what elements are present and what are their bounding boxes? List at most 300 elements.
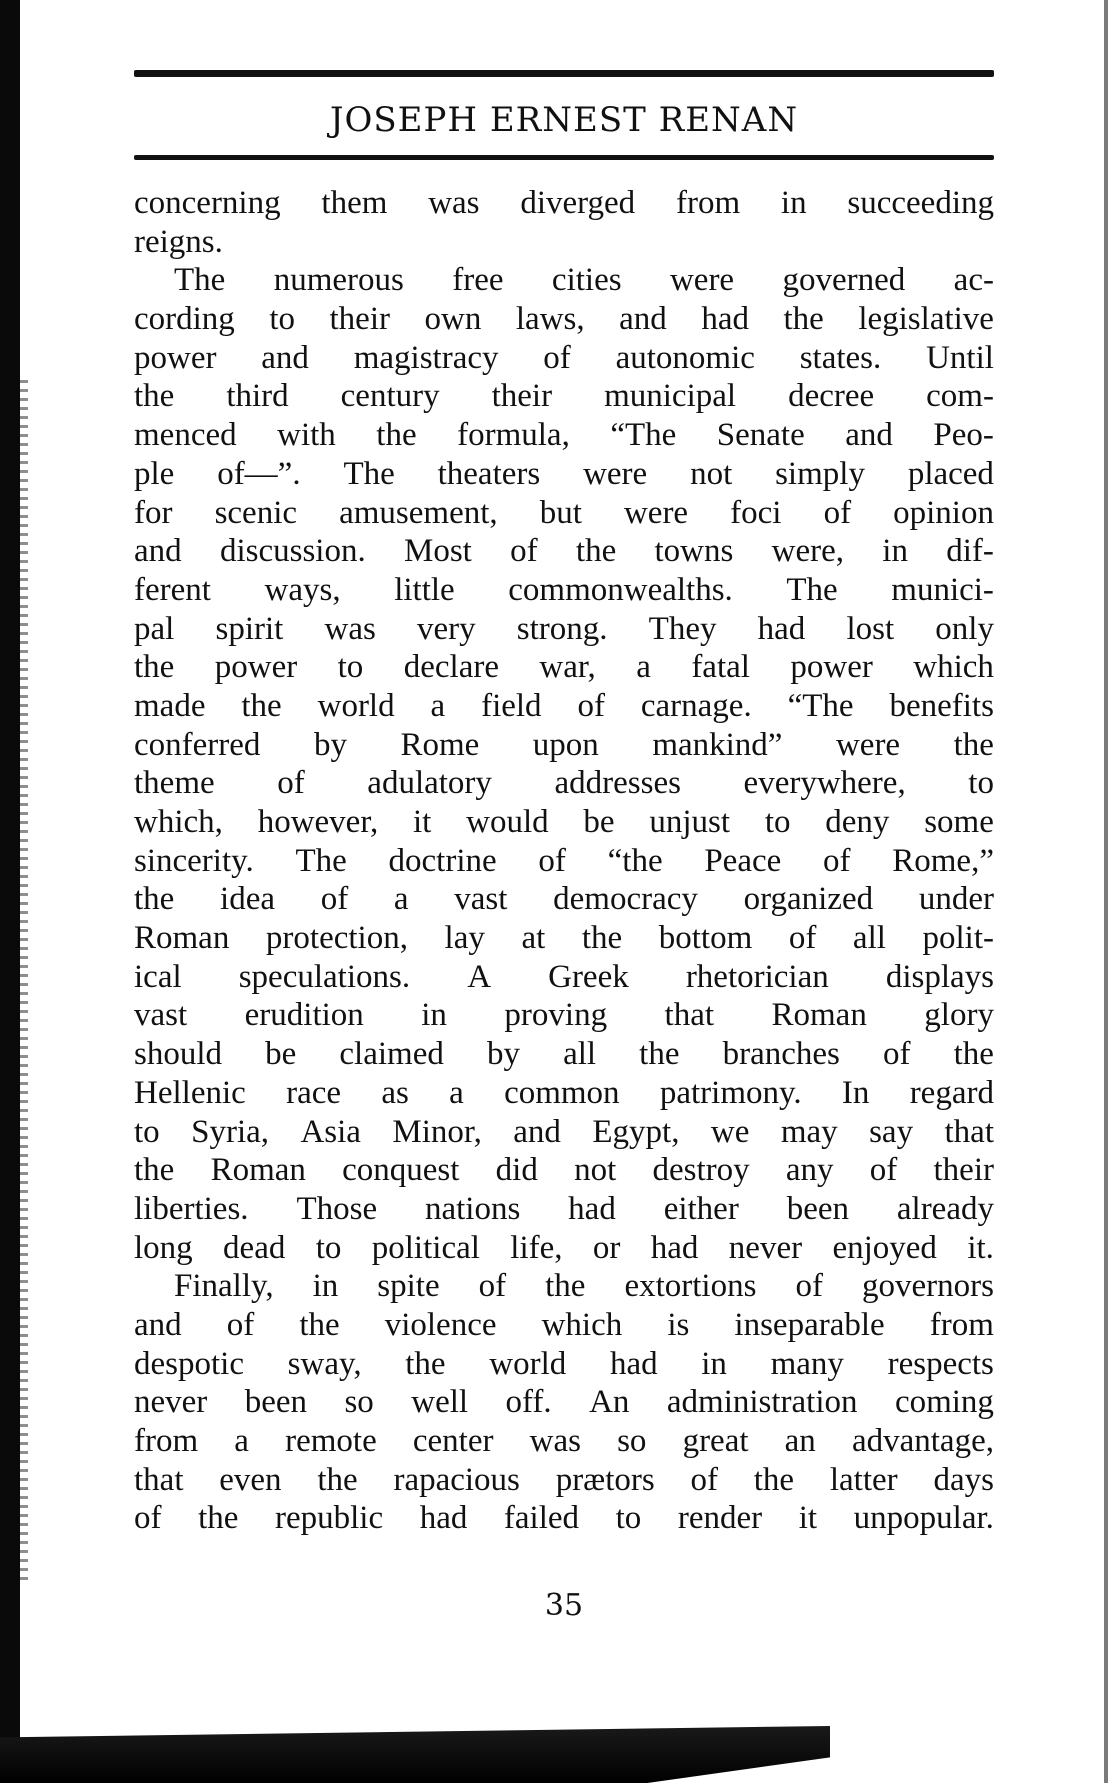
word: not xyxy=(574,1152,617,1189)
word: their xyxy=(933,1152,994,1189)
word: numerous xyxy=(273,262,404,299)
word: render xyxy=(677,1500,763,1537)
word: The xyxy=(343,455,395,492)
word: the xyxy=(753,1461,795,1498)
word: of xyxy=(543,339,571,376)
word: Until xyxy=(926,339,994,376)
word: war, xyxy=(539,649,596,686)
word: which xyxy=(541,1306,623,1343)
word: spirit xyxy=(215,610,284,647)
word: common xyxy=(504,1074,620,1111)
text-line xyxy=(134,687,994,726)
word: pal xyxy=(134,610,175,647)
text-line xyxy=(134,416,994,455)
word: world xyxy=(317,687,395,724)
text-line xyxy=(134,377,994,416)
word: cities xyxy=(551,262,622,299)
word: all xyxy=(563,1036,597,1073)
word: an xyxy=(784,1423,816,1459)
word: had xyxy=(609,1345,658,1382)
page-bottom-shadow xyxy=(0,1726,830,1783)
word: so xyxy=(617,1423,647,1459)
word: little xyxy=(394,571,455,608)
word: Roman xyxy=(771,997,867,1034)
word: munici- xyxy=(891,571,994,608)
word: were xyxy=(669,262,735,299)
word: simply xyxy=(775,455,865,492)
word: from xyxy=(675,185,741,221)
word: towns xyxy=(654,533,734,570)
word: A xyxy=(467,958,492,995)
word: Roman xyxy=(210,1152,306,1189)
word: were xyxy=(583,455,648,492)
word: of xyxy=(823,842,851,879)
word: which xyxy=(913,649,994,686)
word: a xyxy=(449,1074,464,1111)
word: their xyxy=(329,301,390,338)
word: prætors xyxy=(555,1461,655,1498)
word: of xyxy=(277,765,305,802)
word: of xyxy=(577,687,605,724)
word: to xyxy=(615,1500,642,1537)
word: should xyxy=(134,1036,223,1073)
word: of—”. xyxy=(217,455,301,492)
word: was xyxy=(428,185,480,221)
word: legislative xyxy=(858,301,994,338)
word: placed xyxy=(907,455,994,492)
word: center xyxy=(412,1423,494,1459)
word: in xyxy=(421,997,447,1034)
word: cording xyxy=(134,301,235,338)
word: destroy xyxy=(652,1152,750,1189)
word: and xyxy=(513,1113,561,1150)
word: off. xyxy=(505,1384,552,1421)
word: glory xyxy=(924,997,994,1034)
text-line xyxy=(134,764,994,803)
word: commonwealths. xyxy=(508,571,733,608)
word: of xyxy=(478,1268,507,1305)
word: rapacious xyxy=(393,1461,520,1498)
word: long xyxy=(134,1229,193,1266)
word: Greek xyxy=(548,958,629,995)
word: The xyxy=(295,842,347,879)
word: vast xyxy=(134,997,188,1034)
text-line xyxy=(134,919,994,958)
word: Roman xyxy=(134,920,230,957)
word: from xyxy=(929,1306,994,1343)
word: many xyxy=(770,1345,844,1382)
word: or xyxy=(592,1229,621,1266)
text-line xyxy=(134,1074,994,1113)
word: “The xyxy=(610,417,677,454)
word: as xyxy=(381,1074,409,1111)
word: declare xyxy=(403,649,499,686)
word: the xyxy=(241,687,282,724)
word: of xyxy=(823,494,852,531)
word: the xyxy=(134,1152,175,1189)
word: were xyxy=(623,494,689,531)
word: fatal xyxy=(691,649,750,686)
word: of xyxy=(869,1152,898,1189)
word: be xyxy=(265,1036,297,1073)
word: had xyxy=(568,1190,616,1227)
word: to xyxy=(269,301,295,338)
word: patrimony. xyxy=(659,1074,802,1111)
word: the xyxy=(405,1345,446,1382)
word: Peace xyxy=(704,842,782,879)
word: administration xyxy=(666,1384,858,1421)
word: ways, xyxy=(264,571,341,608)
text-line xyxy=(134,1229,994,1268)
word: benefits xyxy=(889,687,994,724)
word: Most xyxy=(403,533,472,570)
word: may xyxy=(780,1113,838,1150)
word: them xyxy=(321,185,388,221)
word: mankind” xyxy=(652,726,783,763)
word: the xyxy=(575,533,617,570)
word: dead xyxy=(223,1229,286,1266)
word: nations xyxy=(424,1190,521,1227)
running-head: JOSEPH ERNEST RENAN xyxy=(329,100,799,140)
word: under xyxy=(918,881,994,918)
word: Asia xyxy=(300,1113,361,1150)
word: extortions xyxy=(624,1268,757,1305)
text-line xyxy=(134,1422,994,1461)
word: unpopular. xyxy=(853,1500,994,1537)
word: carnage. xyxy=(640,687,752,724)
word: the xyxy=(317,1461,358,1498)
word: not xyxy=(690,455,733,492)
body-text xyxy=(134,184,994,1538)
word: republic xyxy=(274,1500,384,1537)
word: a xyxy=(430,687,446,724)
word: governed xyxy=(782,262,906,299)
text-line xyxy=(134,996,994,1035)
word: to xyxy=(764,804,791,840)
word: diverged xyxy=(520,185,636,221)
word: menced xyxy=(134,417,237,454)
word: ac- xyxy=(953,262,994,299)
text-line xyxy=(134,339,994,378)
word: decree xyxy=(788,378,875,415)
word: the xyxy=(783,301,824,338)
word: Rome,” xyxy=(892,842,994,879)
page-number: 35 xyxy=(544,1588,584,1624)
word: would xyxy=(466,804,549,840)
word: conferred xyxy=(134,726,261,763)
word: of xyxy=(882,1036,911,1073)
word: Hellenic xyxy=(134,1074,246,1111)
word: regard xyxy=(909,1074,994,1111)
word: the xyxy=(134,378,175,415)
word: municipal xyxy=(604,378,737,415)
word: a xyxy=(234,1423,249,1459)
word: to xyxy=(315,1229,342,1266)
text-line xyxy=(134,494,994,533)
word: in xyxy=(312,1268,339,1305)
word: very xyxy=(416,610,476,647)
text-line xyxy=(134,571,994,610)
word: of xyxy=(510,533,538,570)
word: either xyxy=(663,1190,739,1227)
word: however, xyxy=(257,804,379,840)
word: was xyxy=(529,1423,581,1459)
word: been xyxy=(244,1384,308,1421)
word: formula, xyxy=(457,417,570,454)
word: the xyxy=(198,1500,239,1537)
word: theaters xyxy=(437,455,541,492)
word: power xyxy=(214,649,298,686)
text-line xyxy=(134,1035,994,1074)
text-line xyxy=(134,648,994,687)
word: “The xyxy=(787,687,854,724)
word: power xyxy=(790,649,873,686)
word: the xyxy=(134,649,175,686)
word: They xyxy=(648,610,717,647)
word: made xyxy=(134,687,206,724)
word: that xyxy=(134,1461,184,1498)
word: power xyxy=(134,339,217,376)
word: scenic xyxy=(214,494,298,531)
word: race xyxy=(286,1074,342,1111)
word: Syria, xyxy=(191,1113,270,1150)
word: political xyxy=(371,1229,480,1266)
word: the xyxy=(639,1036,680,1073)
word: branches xyxy=(722,1036,840,1073)
word: of xyxy=(795,1268,823,1305)
word: and xyxy=(134,533,182,570)
word: Peo- xyxy=(933,417,994,454)
word: Egypt, xyxy=(592,1113,680,1150)
word: in xyxy=(701,1345,727,1382)
word: had xyxy=(701,301,749,338)
text-line xyxy=(134,223,994,262)
word: and xyxy=(845,417,893,454)
word: and xyxy=(134,1306,182,1343)
word: free xyxy=(452,262,504,299)
word: which, xyxy=(134,804,223,840)
text-line xyxy=(134,1383,994,1422)
word: never xyxy=(134,1384,208,1421)
word: to xyxy=(968,765,994,802)
word: of xyxy=(134,1500,162,1537)
word: speculations. xyxy=(238,958,411,995)
word: at xyxy=(521,920,546,957)
text-line xyxy=(134,880,994,919)
word: upon xyxy=(532,726,599,763)
word: in xyxy=(780,185,807,221)
word: by xyxy=(313,726,347,763)
word: the xyxy=(581,920,623,957)
text-line xyxy=(134,1499,994,1538)
word: The xyxy=(174,262,226,299)
word: all xyxy=(852,920,886,957)
word: is xyxy=(667,1306,690,1343)
word: field xyxy=(481,687,542,724)
word: enjoyed xyxy=(832,1229,937,1266)
header-bottom-rule xyxy=(134,155,994,160)
word: states. xyxy=(799,339,882,376)
word: lay xyxy=(444,920,485,957)
word: addresses xyxy=(554,765,681,802)
word: Rome xyxy=(400,726,480,763)
word: of xyxy=(690,1461,718,1498)
word: third xyxy=(226,378,289,415)
header-top-rule xyxy=(134,70,994,77)
word: inseparable xyxy=(734,1306,885,1343)
word: advantage, xyxy=(851,1423,994,1459)
word: organized xyxy=(743,881,874,918)
word: the xyxy=(134,881,175,918)
word: succeeding xyxy=(847,185,994,221)
text-line xyxy=(134,610,994,649)
word: com- xyxy=(926,378,994,415)
word: in xyxy=(882,533,908,570)
word: displays xyxy=(885,958,994,995)
word: Those xyxy=(296,1190,378,1227)
word: of xyxy=(538,842,566,879)
word: governors xyxy=(861,1268,994,1305)
word: protection, xyxy=(265,920,408,957)
word: only xyxy=(935,610,994,647)
word: even xyxy=(219,1461,282,1498)
text-line xyxy=(134,184,994,223)
word: of xyxy=(788,920,817,957)
word: idea xyxy=(220,881,275,918)
word: conquest xyxy=(342,1152,460,1189)
word: never xyxy=(728,1229,803,1266)
word: were xyxy=(835,726,901,763)
text-line xyxy=(134,1151,994,1190)
word: opinion xyxy=(893,494,994,531)
word: strong. xyxy=(516,610,608,647)
word: it xyxy=(413,804,432,840)
word: respects xyxy=(887,1345,994,1382)
word: so xyxy=(344,1384,374,1421)
text-line xyxy=(134,1345,994,1384)
text-line xyxy=(134,1267,994,1306)
word: The xyxy=(786,571,838,608)
word: ical xyxy=(134,958,182,995)
word: world xyxy=(489,1345,567,1382)
word: be xyxy=(583,804,615,840)
word: everywhere, xyxy=(743,765,906,802)
book-spine-shadow xyxy=(0,0,20,1783)
word: the xyxy=(376,417,417,454)
word: it xyxy=(798,1500,818,1537)
word: to xyxy=(134,1113,160,1150)
word: ferent xyxy=(134,571,211,608)
word: An xyxy=(589,1384,630,1421)
word: Senate xyxy=(716,417,805,454)
book-page xyxy=(134,70,994,1623)
word: sway, xyxy=(287,1345,362,1382)
word: was xyxy=(324,610,376,647)
word: to xyxy=(337,649,364,686)
word: well xyxy=(411,1384,469,1421)
text-line xyxy=(134,455,994,494)
word: the xyxy=(299,1306,340,1343)
word: had xyxy=(419,1500,468,1537)
word: discussion. xyxy=(219,533,366,570)
word: a xyxy=(636,649,651,686)
word: violence xyxy=(384,1306,497,1343)
word: their xyxy=(491,378,553,415)
word: by xyxy=(486,1036,520,1073)
word: some xyxy=(924,804,994,840)
word: and xyxy=(619,301,667,338)
word: claimed xyxy=(339,1036,444,1073)
word: adulatory xyxy=(367,765,492,802)
word: In xyxy=(841,1074,870,1111)
word: ple xyxy=(134,455,175,492)
word: amusement, xyxy=(339,494,498,531)
text-line xyxy=(134,842,994,881)
word: reigns. xyxy=(134,223,223,260)
word: rhetorician xyxy=(685,958,829,995)
word: foci xyxy=(730,494,782,531)
text-line xyxy=(134,958,994,997)
word: “the xyxy=(607,842,663,879)
word: already xyxy=(896,1190,994,1227)
word: remote xyxy=(285,1423,377,1459)
spine-fray-marks xyxy=(20,380,28,1580)
word: erudition xyxy=(244,997,364,1034)
word: deny xyxy=(825,804,890,840)
word: of xyxy=(320,881,349,918)
text-line xyxy=(134,532,994,571)
word: the xyxy=(953,726,994,763)
word: great xyxy=(682,1423,749,1459)
word: it. xyxy=(967,1229,994,1266)
word: concerning xyxy=(134,185,281,221)
word: magistracy xyxy=(353,339,499,376)
word: despotic xyxy=(134,1345,244,1382)
word: that xyxy=(664,997,715,1034)
word: democracy xyxy=(553,881,698,918)
word: days xyxy=(933,1461,994,1498)
word: life, xyxy=(510,1229,563,1266)
word: say xyxy=(869,1113,914,1150)
word: polit- xyxy=(922,920,994,957)
word: that xyxy=(944,1113,994,1150)
word: for xyxy=(134,494,173,531)
word: autonomic xyxy=(615,339,755,376)
word: we xyxy=(710,1113,750,1150)
word: coming xyxy=(894,1384,994,1421)
word: theme xyxy=(134,765,215,802)
text-line xyxy=(134,261,994,300)
word: had xyxy=(650,1229,699,1266)
word: of xyxy=(226,1306,255,1343)
text-line xyxy=(134,726,994,765)
word: been xyxy=(786,1190,849,1227)
word: a xyxy=(393,881,409,918)
word: Minor, xyxy=(392,1113,482,1150)
word: laws, xyxy=(515,301,585,338)
word: lost xyxy=(846,610,895,647)
word: spite xyxy=(377,1268,440,1305)
word: did xyxy=(495,1152,538,1189)
word: latter xyxy=(829,1461,898,1498)
word: liberties. xyxy=(134,1190,249,1227)
word: the xyxy=(953,1036,994,1073)
word: from xyxy=(134,1423,199,1459)
word: sincerity. xyxy=(134,842,254,879)
word: were, xyxy=(771,533,845,570)
word: and xyxy=(261,339,309,376)
word: failed xyxy=(503,1500,580,1537)
